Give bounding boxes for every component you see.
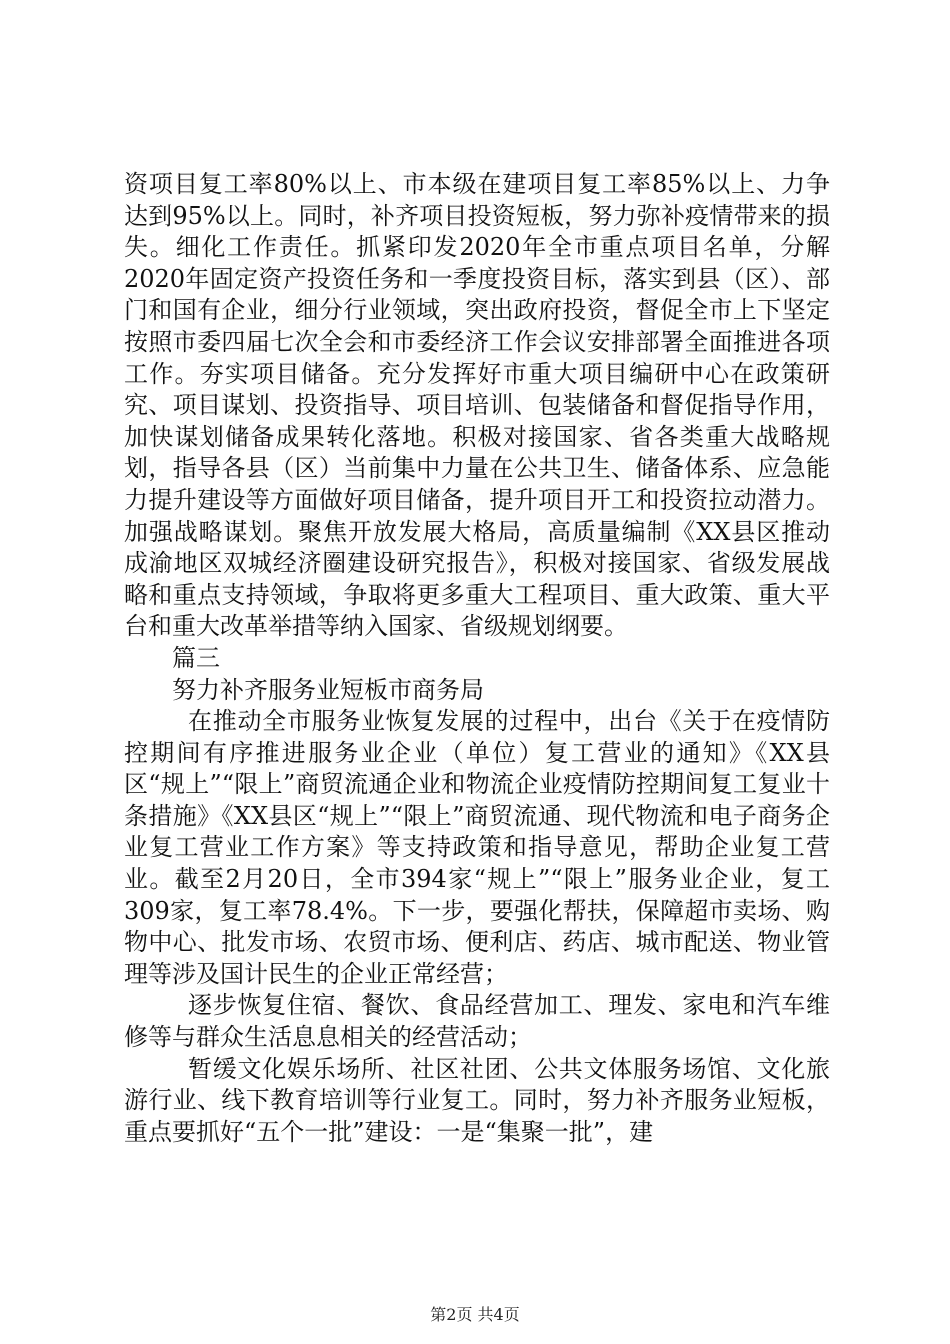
- section-title: 努力补齐服务业短板市商务局: [172, 675, 484, 704]
- section-label: 篇三: [172, 643, 220, 672]
- paragraph: 在推动全市服务业恢复发展的过程中，出台《关于在疫情防控期间有序推进服务业企业（单位）复工营业的通知》《XX县区“规上”“限上”商贸流通企业和物流企业疫情防控期间复工复业十条措施》《XX县区“规上”“限上”商贸流通、现代物流和电子商务企业复工营业工作方案》等支持政策和指导意见，帮助企业复工营业。截至2月20日，全市394家“规上”“限上”服务业企业，复工309家，复工率78.4%。下一步，要强化帮扶，保障超市卖场、购物中心、批发市场、农贸市场、便利店、药店、城市配送、物业管理等涉及国计民生的企业正常经营；: [124, 707, 830, 988]
- paragraph: 逐步恢复住宿、餐饮、食品经营加工、理发、家电和汽车维修等与群众生活息息相关的经营活动；: [124, 991, 830, 1052]
- page-indicator: 第2页 共4页: [430, 1305, 520, 1324]
- document-body: [124, 169, 830, 1148]
- paragraph: 暂缓文化娱乐场所、社区社团、公共文体服务场馆、文化旅游行业、线下教育培训等行业复工。同时，努力补齐服务业短板，重点要抓好“五个一批”建设：一是“集聚一批”，建: [124, 1054, 830, 1146]
- paragraph-continued: 资项目复工率80%以上、市本级在建项目复工率85%以上、力争达到95%以上。同时，补齐项目投资短板，努力弥补疫情带来的损失。细化工作责任。抓紧印发2020年全市重点项目名单，分解2020年固定资产投资任务和一季度投资目标，落实到县（区）、部门和国有企业，细分行业领域，突出政府投资，督促全市上下坚定按照市委四届七次全会和市委经济工作会议安排部署全面推进各项工作。夯实项目储备。充分发挥好市重大项目编研中心在政策研究、项目谋划、投资指导、项目培训、包装储备和督促指导作用，加快谋划储备成果转化落地。积极对接国家、省各类重大战略规划，指导各县（区）当前集中力量在公共卫生、储备体系、应急能力提升建设等方面做好项目储备，提升项目开工和投资拉动潜力。加强战略谋划。聚焦开放发展大格局，高质量编制《XX县区推动成渝地区双城经济圈建设研究报告》，积极对接国家、省级发展战略和重点支持领域，争取将更多重大工程项目、重大政策、重大平台和重大改革举措等纳入国家、省级规划纲要。: [124, 170, 830, 641]
